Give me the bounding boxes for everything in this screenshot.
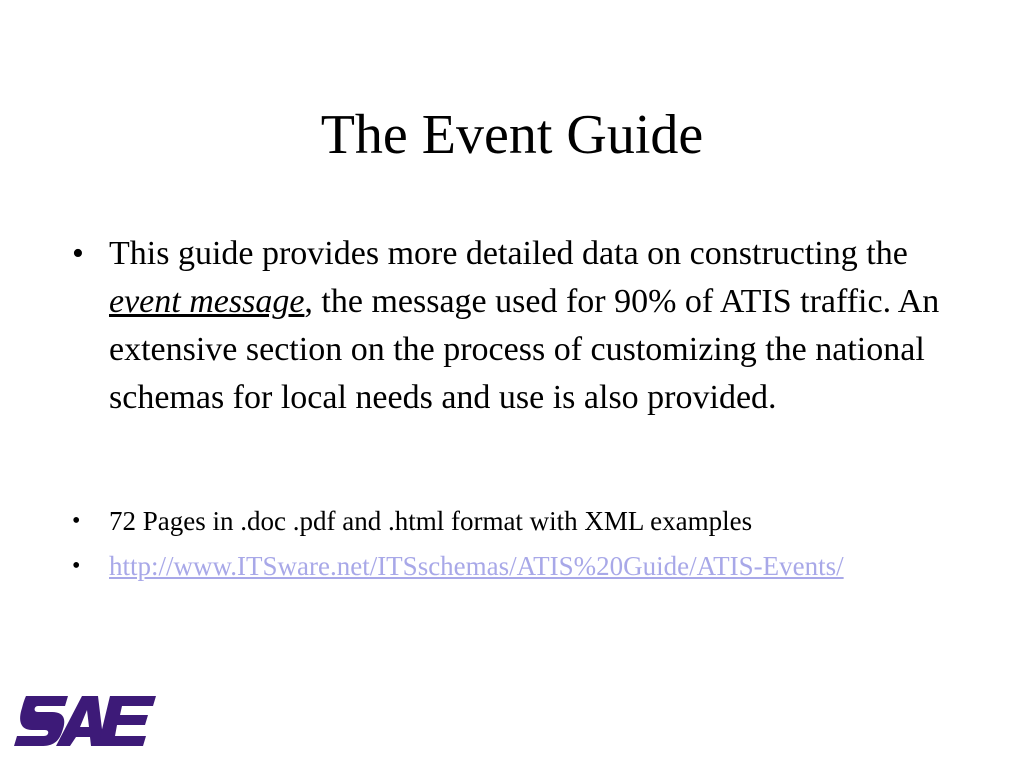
bullet-text-end: , the message used for 90% of ATIS traffic. An extensive section on the process of customizing the national schemas for local needs and use is also provided. xyxy=(109,283,940,416)
bullet-text-start: This guide provides more detailed data on constructing the xyxy=(109,235,908,272)
bullet-dot-icon: • xyxy=(72,553,81,579)
bullet-list xyxy=(72,230,972,588)
atis-events-link[interactable]: http://www.ITSware.net/ITSschemas/ATIS%20Guide/ATIS-Events/ xyxy=(109,551,844,581)
bullet-item-pages xyxy=(72,499,972,543)
bullet-item-description xyxy=(72,230,972,422)
bullet-dot-icon: • xyxy=(72,508,81,534)
slide-title: The Event Guide xyxy=(320,104,704,166)
sae-logo xyxy=(12,688,158,754)
bullet-item-link xyxy=(72,544,972,588)
bullet-dot-icon: • xyxy=(72,235,84,272)
pages-info-text: 72 Pages in .doc .pdf and .html format with XML examples xyxy=(109,506,753,536)
event-message-emphasis: event message xyxy=(109,283,305,320)
